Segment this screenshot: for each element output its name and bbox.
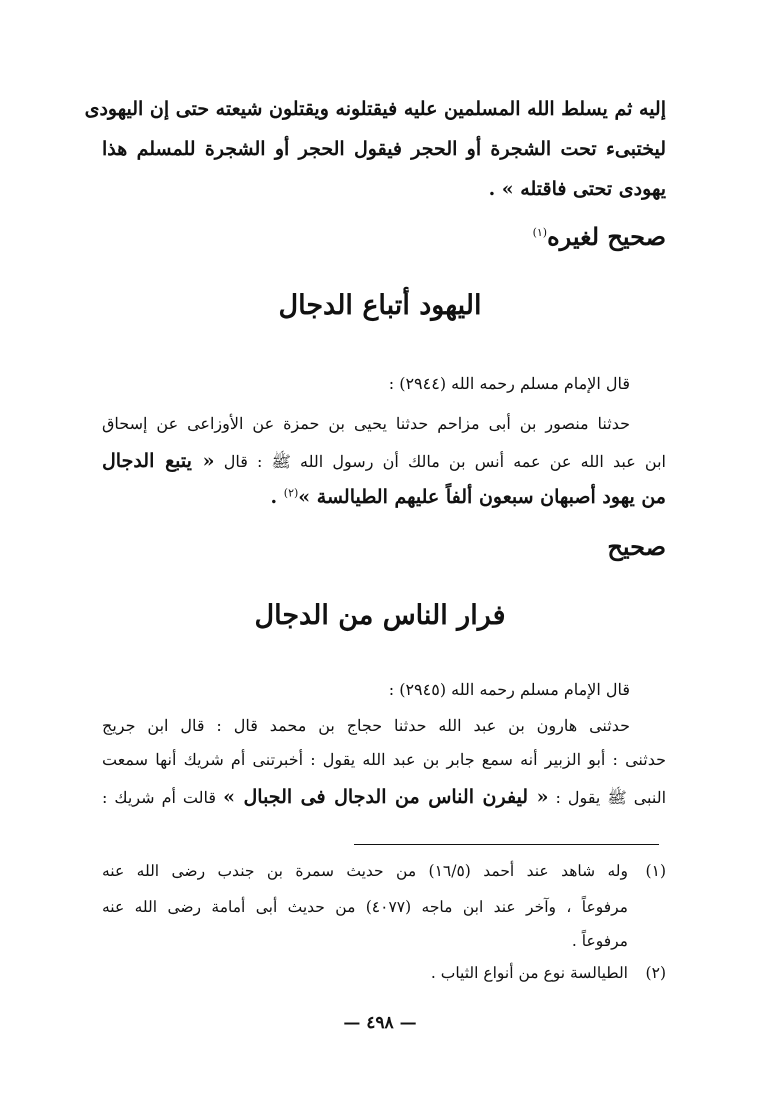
footnote-1-line-1: وله شاهد عند أحمد (١٦/٥) من حديث سمرة بن جندب رضى الله عنه bbox=[102, 862, 629, 880]
grade-text: صحيح لغيره bbox=[547, 222, 666, 251]
section1-line-2-bold: « يتبع الدجال bbox=[102, 450, 215, 472]
hadith-grade-2: صحيح bbox=[607, 532, 666, 561]
section1-line-1: حدثنا منصور بن أبى مزاحم حدثنا يحيى بن حمزة عن الأوزاعى عن إسحاق bbox=[102, 414, 630, 433]
section1-line-3-bold: من يهود أصبهان سبعون ألفاً عليهم الطيالسة » bbox=[298, 486, 666, 508]
section2-line-3 bbox=[102, 786, 666, 811]
intro-line-1: إليه ثم يسلط الله المسلمين عليه فيقتلونه ويقتلون شيعته حتى إن اليهودى bbox=[84, 98, 666, 120]
footnote-ref-2[interactable]: (٢) bbox=[283, 486, 299, 500]
section1-line-2-plain: ابن عبد الله عن عمه أنس بن مالك أن رسول الله ﷺ : قال bbox=[223, 452, 666, 471]
intro-line-2: ليختبىء تحت الشجرة أو الحجر فيقول الحجر أو الشجرة للمسلم هذا bbox=[102, 138, 666, 160]
section1-line-3-end: . bbox=[270, 486, 284, 508]
hadith-grade-1 bbox=[533, 222, 666, 251]
source-line-2: قال الإمام مسلم رحمه الله (٢٩٤٥) : bbox=[388, 680, 630, 699]
footnote-ref-1[interactable]: (١) bbox=[532, 226, 548, 239]
footnote-divider bbox=[354, 844, 659, 845]
section2-line-3-end: قالت أم شريك : bbox=[102, 788, 217, 807]
intro-line-3: يهودى تحتى فاقتله » . bbox=[488, 178, 666, 200]
section2-line-2: حدثنى : أبو الزبير أنه سمع جابر بن عبد الله يقول : أخبرتنى أم شريك أنها سمعت bbox=[102, 750, 666, 769]
section2-line-3-bold: « ليفرن الناس من الدجال فى الجبال » bbox=[223, 786, 549, 808]
section2-line-3-start: النبى ﷺ يقول : bbox=[555, 788, 667, 807]
footnote-1-line-2: مرفوعاً ، وآخر عند ابن ماجه (٤٠٧٧) من حديث أبى أمامة رضى الله عنه bbox=[102, 898, 628, 916]
section-title-1: اليهود أتباع الدجال bbox=[278, 290, 482, 321]
section2-line-1: حدثنى هارون بن عبد الله حدثنا حجاج بن محمد قال : قال ابن جريج bbox=[102, 716, 630, 735]
page-number: — ٤٩٨ — bbox=[343, 1013, 417, 1033]
footnote-1-line-3: مرفوعاً . bbox=[571, 932, 628, 950]
section1-line-3 bbox=[102, 486, 666, 508]
section-title-2: فرار الناس من الدجال bbox=[254, 600, 506, 631]
source-line-1: قال الإمام مسلم رحمه الله (٢٩٤٤) : bbox=[388, 374, 630, 393]
footnote-1-number: (١) bbox=[645, 862, 666, 880]
section1-line-2 bbox=[102, 450, 666, 475]
footnote-2-line-1: الطيالسة نوع من أنواع الثياب . bbox=[430, 964, 628, 982]
footnote-2-number: (٢) bbox=[645, 964, 666, 982]
